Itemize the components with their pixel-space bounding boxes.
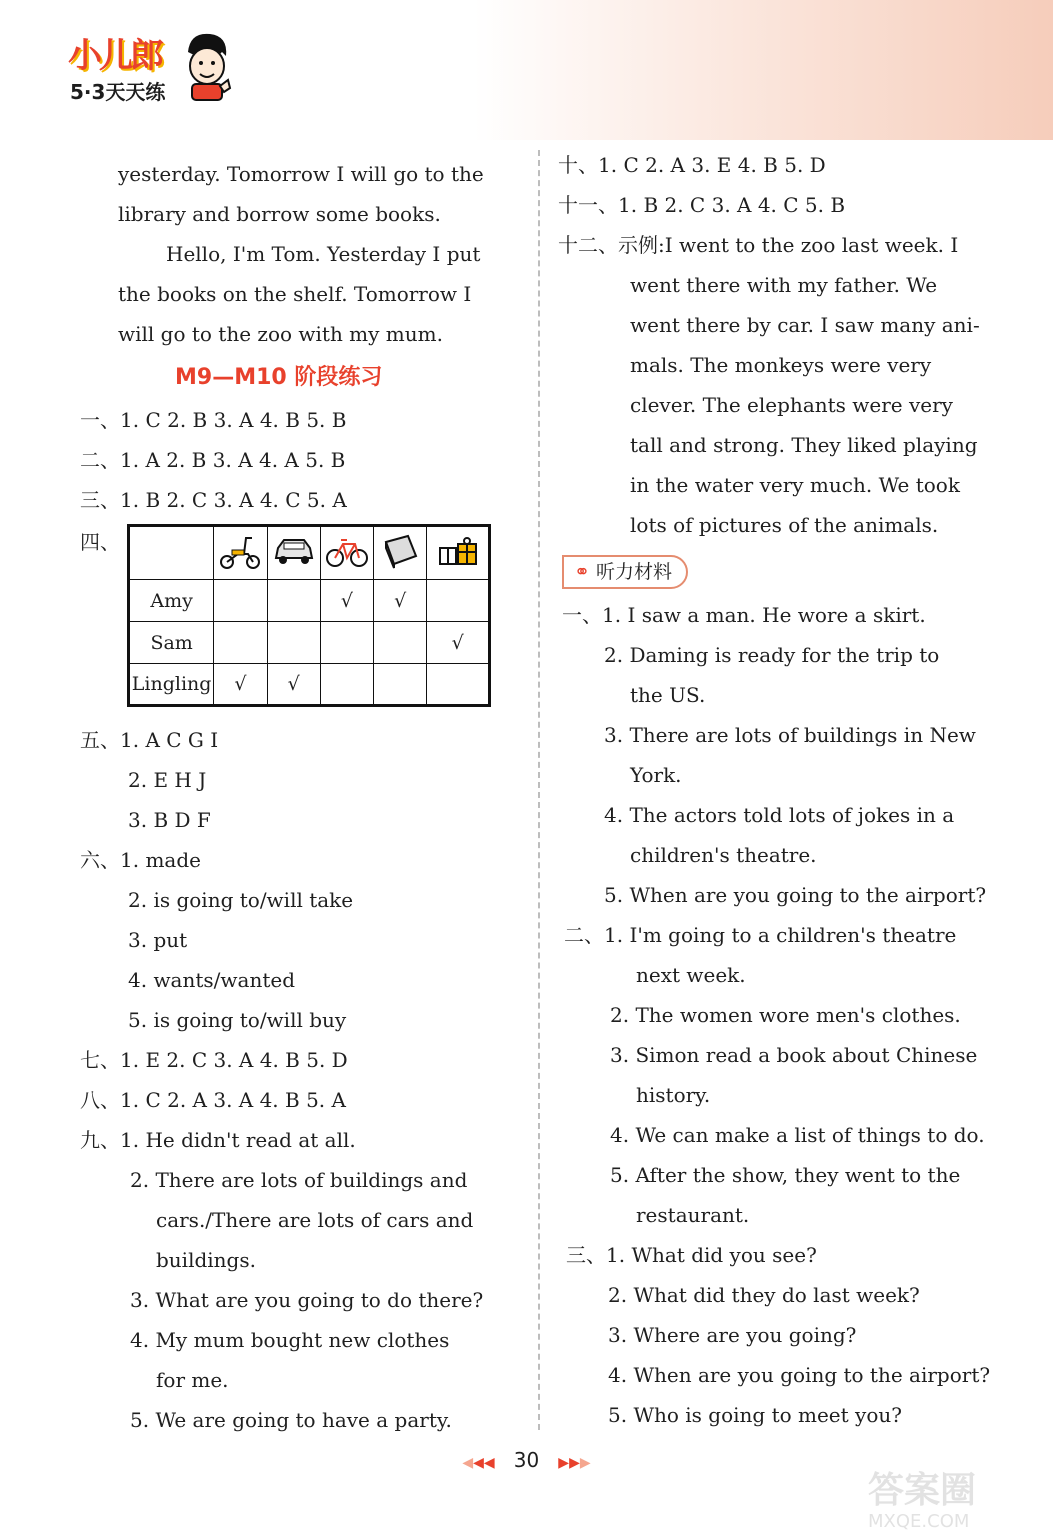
table-cell: √: [267, 664, 320, 706]
answer-row: 5. After the show, they went to the: [610, 1163, 961, 1187]
answer-row: 2. The women wore men's clothes.: [610, 1003, 961, 1027]
answer-row: 一、1. C 2. B 3. A 4. B 5. B: [80, 408, 347, 432]
answer-row: 十二、示例:I went to the zoo last week. I: [558, 233, 959, 257]
text-line: the books on the shelf. Tomorrow I: [118, 282, 472, 306]
watermark-line2: MXQE.COM: [868, 1511, 970, 1532]
answer-row: 3. What are you going to do there?: [130, 1288, 484, 1312]
answer-row: children's theatre.: [630, 843, 817, 867]
table-icon-cell: [214, 526, 267, 580]
prev-arrows-icon: ◀: [462, 1455, 474, 1471]
answer-row: in the water very much. We took: [630, 473, 960, 497]
scooter-icon: [218, 532, 262, 570]
answer-row: York.: [630, 763, 682, 787]
row-name: Lingling: [129, 664, 214, 706]
answer-row: for me.: [156, 1368, 229, 1392]
answer-row: 2. is going to/will take: [128, 888, 354, 912]
table-cell: [427, 580, 490, 622]
answer-row: 3. B D F: [128, 808, 211, 832]
table-cell: [427, 664, 490, 706]
answer-row: 九、1. He didn't read at all.: [80, 1128, 356, 1152]
answer-row: 4. wants/wanted: [128, 968, 296, 992]
section-title: M9—M10 阶段练习: [175, 365, 383, 390]
answer-row: 5. Who is going to meet you?: [608, 1403, 902, 1427]
table-icon-cell: [267, 526, 320, 580]
watermark: [868, 1462, 1038, 1532]
answer-row: 一、1. I saw a man. He wore a skirt.: [562, 603, 926, 627]
answer-row: cars./There are lots of cars and: [156, 1208, 474, 1232]
table-icon-cell: [427, 526, 490, 580]
answer-row: 二、1. A 2. B 3. A 4. A 5. B: [80, 448, 346, 472]
answer-table: [127, 524, 491, 707]
brand-main: 小儿郎: [68, 36, 161, 76]
text-line: library and borrow some books.: [118, 202, 441, 226]
table-cell: [320, 664, 373, 706]
headphones-icon: ⚭: [574, 561, 590, 583]
row-name: Amy: [129, 580, 214, 622]
answer-row: 4. My mum bought new clothes: [130, 1328, 450, 1352]
brand-sub: 5·3天天练: [70, 80, 166, 104]
answer-row: 五、1. A C G I: [80, 728, 219, 752]
table-icon-cell: [320, 526, 373, 580]
answer-row: buildings.: [156, 1248, 256, 1272]
column-divider: [538, 150, 540, 1430]
answer-row: 三、1. What did you see?: [566, 1243, 817, 1267]
answer-row: restaurant.: [636, 1203, 750, 1227]
listening-badge: [562, 555, 688, 589]
book-icon: [378, 532, 422, 570]
table-row: [129, 664, 490, 706]
table-header-row: [129, 526, 490, 580]
bike-icon: [325, 532, 369, 570]
table-cell: √: [214, 664, 267, 706]
table-cell: [320, 622, 373, 664]
answer-row: 2. Daming is ready for the trip to: [604, 643, 940, 667]
table-cell: √: [427, 622, 490, 664]
answer-row: 4. When are you going to the airport?: [608, 1363, 991, 1387]
answer-row: went there with my father. We: [630, 273, 938, 297]
watermark-line1: 答案圈: [868, 1470, 977, 1511]
answer-row: the US.: [630, 683, 706, 707]
answer-row: next week.: [636, 963, 746, 987]
table-corner: [129, 526, 214, 580]
answer-row: 5. When are you going to the airport?: [604, 883, 987, 907]
listening-label: 听力材料: [595, 561, 672, 583]
text-line: yesterday. Tomorrow I will go to the: [118, 162, 484, 186]
answer-row: 六、1. made: [80, 848, 201, 872]
answer-row: 七、1. E 2. C 3. A 4. B 5. D: [80, 1048, 348, 1072]
answer-row: went there by car. I saw many ani-: [630, 313, 980, 337]
table-cell: [374, 622, 427, 664]
answer-row: 二、1. I'm going to a children's theatre: [564, 923, 957, 947]
answer-row: 八、1. C 2. A 3. A 4. B 5. A: [80, 1088, 346, 1112]
text-line: Hello, I'm Tom. Yesterday I put: [166, 242, 481, 266]
answer-row: 3. Where are you going?: [608, 1323, 857, 1347]
table-cell: [214, 580, 267, 622]
answer-row: 3. put: [128, 928, 188, 952]
answer-row: 5. We are going to have a party.: [130, 1408, 452, 1432]
mascot-icon: [180, 30, 232, 102]
answer-row: 十一、1. B 2. C 3. A 4. C 5. B: [558, 193, 846, 217]
answer-row: lots of pictures of the animals.: [630, 513, 939, 537]
answer-row: 三、1. B 2. C 3. A 4. C 5. A: [80, 488, 347, 512]
table-cell: √: [374, 580, 427, 622]
table-cell: [374, 664, 427, 706]
table-cell: [214, 622, 267, 664]
text-line: will go to the zoo with my mum.: [118, 322, 443, 346]
next-arrows-icon: ▶: [579, 1455, 591, 1471]
answer-row: 3. There are lots of buildings in New: [604, 723, 976, 747]
prev-arrows-icon: ◀◀: [473, 1455, 495, 1471]
table-row: [129, 580, 490, 622]
answer-row: mals. The monkeys were very: [630, 353, 932, 377]
car-icon: [272, 532, 316, 570]
table-cell: [267, 622, 320, 664]
question-label: 四、: [80, 530, 120, 554]
table-row: [129, 622, 490, 664]
table-cell: [267, 580, 320, 622]
answer-row: 3. Simon read a book about Chinese: [610, 1043, 978, 1067]
answer-row: 4. We can make a list of things to do.: [610, 1123, 985, 1147]
row-name: Sam: [129, 622, 214, 664]
table-icon-cell: [374, 526, 427, 580]
next-arrows-icon: ▶▶: [558, 1455, 580, 1471]
gifts-icon: [436, 532, 480, 570]
answer-row: 2. What did they do last week?: [608, 1283, 920, 1307]
answer-row: 十、1. C 2. A 3. E 4. B 5. D: [558, 153, 826, 177]
answer-row: history.: [636, 1083, 711, 1107]
page-number: 30: [513, 1448, 540, 1472]
answer-row: 5. is going to/will buy: [128, 1008, 347, 1032]
answer-row: 4. The actors told lots of jokes in a: [604, 803, 955, 827]
answer-row: 2. E H J: [128, 768, 207, 792]
table-cell: √: [320, 580, 373, 622]
answer-row: 2. There are lots of buildings and: [130, 1168, 468, 1192]
answer-row: clever. The elephants were very: [630, 393, 953, 417]
answer-row: tall and strong. They liked playing: [630, 433, 978, 457]
